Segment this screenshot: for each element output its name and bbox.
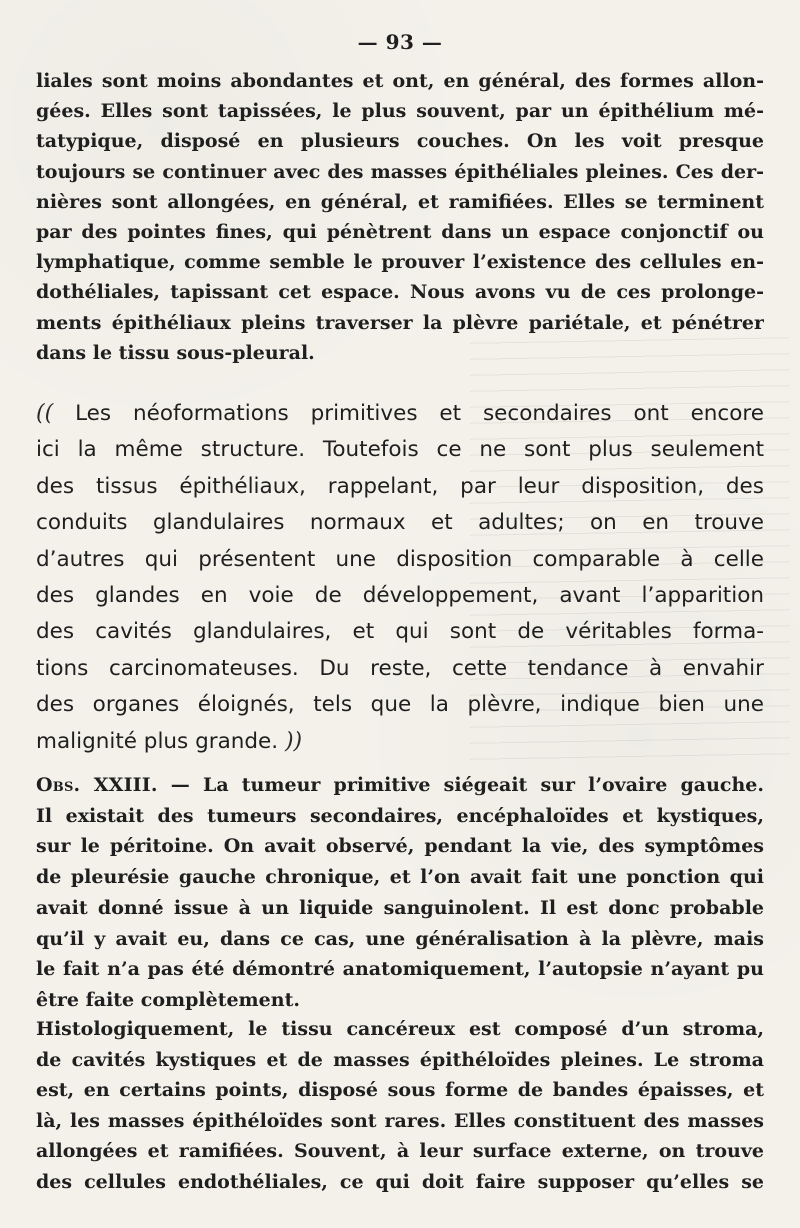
quote-line-6: des glandes en voie de développement, avant l’apparition xyxy=(36,583,764,609)
histo-line-3: est, en certains points, disposé sous forme de bandes épaisses, et xyxy=(36,1079,764,1101)
histo-line-1: Histologiquement, le tissu cancéreux est composé d’un stroma, xyxy=(36,1018,764,1040)
histo-line-4: là, les masses épithéloïdes sont rares. Elles constituent des masses xyxy=(36,1109,764,1132)
obs-line-4: de pleurésie gauche chronique, et l’on avait fait une ponction qui xyxy=(36,866,764,889)
intro-line-7: lymphatique, comme semble le prouver l’existence des cellules en- xyxy=(36,251,764,274)
quote-line-8: tions carcinomateuses. Du reste, cette tendance à envahir xyxy=(36,655,764,681)
quote-line-4: conduits glandulaires normaux et adultes; on en trouve xyxy=(36,510,764,536)
obs-line-5: avait donné issue à un liquide sanguinolent. Il est donc probable xyxy=(36,896,764,919)
histo-line-2: de cavités kystiques et de masses épithéloïdes pleines. Le stroma xyxy=(36,1048,764,1071)
quote-line-2: ici la même structure. Toutefois ce ne sont plus seulement xyxy=(36,437,764,463)
intro-line-3: tatypique, disposé en plusieurs couches. On les voit presque xyxy=(36,130,764,153)
obs-line-3: sur le péritoine. On avait observé, pendant la vie, des symptômes xyxy=(36,835,764,858)
obs-label: Obs. XXIII. xyxy=(36,774,158,796)
page-number: — 93 — xyxy=(357,30,443,54)
histo-line-5: allongées et ramifiées. Souvent, à leur surface externe, on trouve xyxy=(36,1140,764,1162)
intro-line-6: par des pointes fines, qui pénètrent dans un espace conjonctif ou xyxy=(36,221,764,244)
histo-line-6: des cellules endothéliales, ce qui doit faire supposer qu’elles se xyxy=(36,1170,764,1193)
quote-line-3: des tissus épithéliaux, rappelant, par leur disposition, des xyxy=(36,473,764,499)
quote-first-line-text: Les néoformations primitives et secondaires ont encore xyxy=(75,401,764,426)
obs-line-8: être faite complètement. xyxy=(36,988,300,1011)
quote-line-7: des cavités glandulaires, et qui sont de véritables forma- xyxy=(36,619,764,645)
quote-line-1 xyxy=(36,396,764,432)
intro-line-9: ments épithéliaux pleins traverser la plèvre pariétale, et pénétrer xyxy=(36,311,764,334)
quote-line-9: des organes éloignés, tels que la plèvre, indique bien une xyxy=(36,692,764,718)
obs-line-2: Il existait des tumeurs secondaires, encéphaloïdes et kystiques, xyxy=(36,804,764,827)
quote-line-10 xyxy=(36,724,764,760)
quote-line-5: d’autres qui présentent une disposition comparable à celle xyxy=(36,546,764,572)
quote-last-line-text: malignité plus grande. xyxy=(36,728,279,754)
obs-line-6: qu’il y avait eu, dans ce cas, une généralisation à la plèvre, mais xyxy=(36,927,764,950)
intro-line-5: nières sont allongées, en général, et ramifiées. Elles se terminent xyxy=(36,190,764,213)
intro-line-2: gées. Elles sont tapissées, le plus souvent, par un épithélium mé- xyxy=(36,100,764,123)
quoted-paragraph xyxy=(36,396,764,760)
quote-open-mark: (( xyxy=(36,401,54,426)
obs-line-7: le fait n’a pas été démontré anatomiquement, l’autopsie n’ayant pu xyxy=(36,958,764,981)
intro-line-4: toujours se continuer avec des masses épithéliales pleines. Ces der- xyxy=(36,160,764,183)
observation-paragraph xyxy=(36,770,764,1016)
intro-line-1: liales sont moins abondantes et ont, en général, des formes allon- xyxy=(36,70,764,92)
obs-first-line-text: — La tumeur primitive siégeait sur l’ovaire gauche. xyxy=(157,774,764,796)
obs-line-1 xyxy=(36,770,764,801)
intro-line-8: dothéliales, tapissant cet espace. Nous avons vu de ces prolonge- xyxy=(36,281,764,304)
intro-paragraph xyxy=(36,66,764,368)
intro-line-10: dans le tissu sous-pleural. xyxy=(36,341,315,364)
quote-close-mark: )) xyxy=(284,728,303,754)
histology-paragraph xyxy=(36,1014,764,1197)
